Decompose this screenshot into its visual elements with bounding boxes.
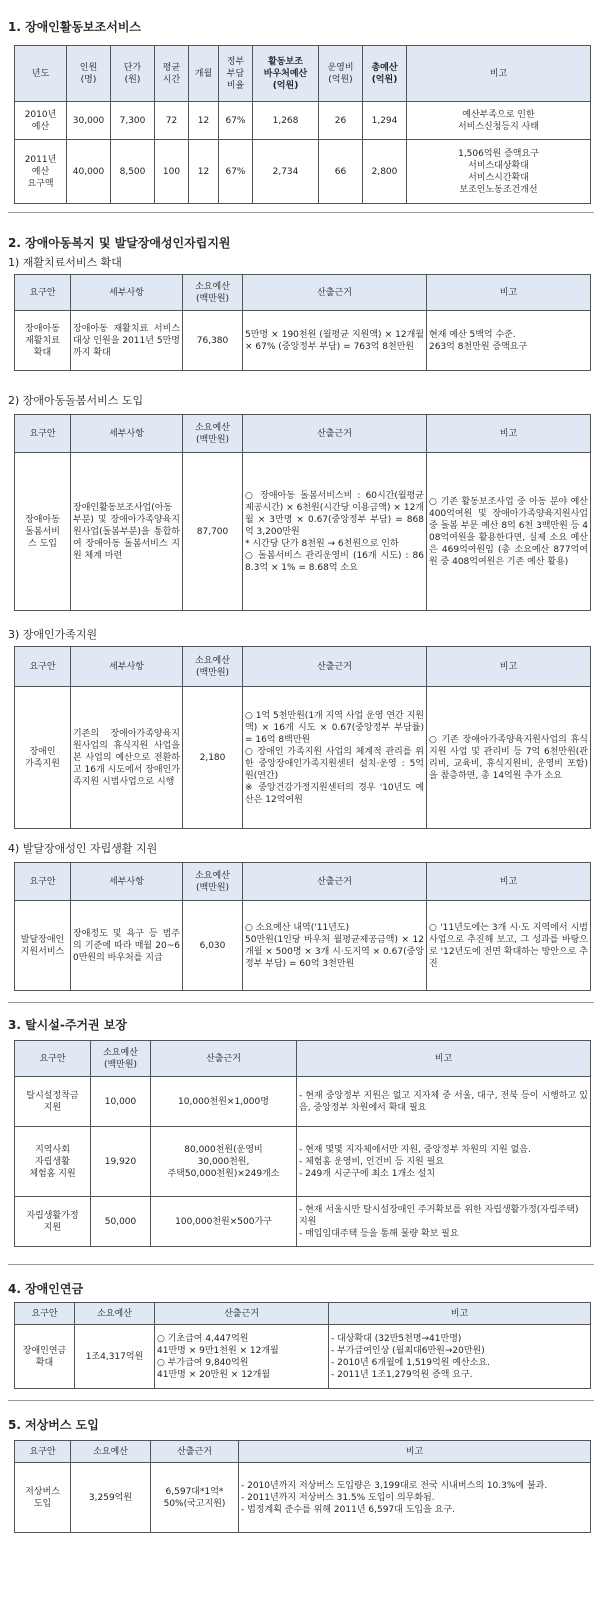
table-cell: ○ 기초급여 4,447억원 41만명 × 9만1천원 × 12개월 ○ 부가급여 9,840억원 41만명 × 20만원 × 12개월	[155, 1325, 329, 1389]
table-cell: 67%	[219, 102, 253, 140]
table-header-row	[15, 275, 591, 311]
table-cell: 8,500	[111, 140, 155, 204]
table-cell: ○ 소요예산 내역('11년도) 50만원(1인당 바우처 월평균제공금액) × 12개월 × 500명 × 3개 시·도지역 × 0.67(중앙정부 부담) = 60억 3천만원	[243, 901, 427, 991]
table-header-row	[15, 1303, 591, 1325]
table-row	[15, 901, 591, 991]
table-cell: 2,800	[363, 140, 407, 204]
table-cell: ○ 기존 활동보조사업 중 아동 분야 예산 400억여원 및 장애아가족양육지원사업 중 돌봄 부문 예산 8억 6천 3백만원 등 408억여원을 활용한다면, 실제 소요 예산은 469억여원임 (총 소요예산 877억여원 중 408억여원은 기존 예산 활용)	[427, 453, 591, 611]
table-cell: 2010년 예산	[15, 102, 67, 140]
header-cell: 총예산 (억원)	[363, 46, 407, 102]
header-cell: 소요예산 (백만원)	[183, 647, 243, 687]
table-row	[15, 1077, 591, 1127]
section-3-title: 3. 탈시설-주거권 보장	[8, 1018, 127, 1032]
table-row	[15, 102, 591, 140]
header-cell: 세부사항	[71, 863, 183, 901]
header-cell: 활동보조 바우처예산 (억원)	[253, 46, 319, 102]
header-cell: 산출근거	[243, 415, 427, 453]
table-cell: 6,597대*1억* 50%(국고지원)	[151, 1463, 239, 1533]
section-5-title: 5. 저상버스 도입	[8, 1418, 99, 1432]
header-cell: 산출근거	[243, 275, 427, 311]
table-cell: 100	[155, 140, 189, 204]
header-cell: 비고	[239, 1441, 591, 1463]
subsection-title: 2) 장애아동돌봄서비스 도입	[8, 394, 144, 407]
table-row	[15, 1463, 591, 1533]
low-floor-bus-table	[14, 1440, 591, 1533]
table-cell: 장애아동 재활치료 서비스 대상 인원을 2011년 5만명까지 확대	[71, 311, 183, 371]
header-cell: 산출근거	[151, 1041, 297, 1077]
developmental-adult-table	[14, 862, 591, 991]
header-cell: 소요예산 (백만원)	[183, 275, 243, 311]
header-cell: 비고	[427, 415, 591, 453]
header-cell: 비고	[329, 1303, 591, 1325]
table-row	[15, 311, 591, 371]
table-cell: 80,000천원(운영비 30,000천원, 주택50,000천원)×249개소	[151, 1127, 297, 1197]
header-cell: 세부사항	[71, 415, 183, 453]
table-cell: 1,268	[253, 102, 319, 140]
table-cell: 10,000	[91, 1077, 151, 1127]
table-cell: 67%	[219, 140, 253, 204]
table-cell: 76,380	[183, 311, 243, 371]
disability-pension-table	[14, 1302, 591, 1389]
table-row	[15, 687, 591, 829]
table-cell: 7,300	[111, 102, 155, 140]
table-cell: 장애아동 돌봄서비 스 도입	[15, 453, 71, 611]
section-divider	[8, 1002, 594, 1003]
header-cell: 운영비 (억원)	[319, 46, 363, 102]
table-cell: 장애인연금 확대	[15, 1325, 75, 1389]
header-cell: 인원 (명)	[67, 46, 111, 102]
table-header-row	[15, 1441, 591, 1463]
rehab-therapy-table	[14, 274, 591, 371]
table-cell: 1,294	[363, 102, 407, 140]
table-cell: - 현재 몇몇 지자체에서만 지원, 중앙정부 차원의 지원 없음. - 체험홈 운영비, 인건비 등 지원 필요 - 249개 시군구에 최소 1개소 설치	[297, 1127, 591, 1197]
deinstitution-table	[14, 1040, 591, 1247]
table-cell: - 대상확대 (32만5천명→41만명) - 부가급여인상 (월최대6만원→20만원) - 2010년 6개월에 1,519억원 예산소요. - 2011년 1조1,279억원 증액 요구.	[329, 1325, 591, 1389]
header-cell: 소요예산	[75, 1303, 155, 1325]
family-support-table	[14, 646, 591, 829]
child-care-table	[14, 414, 591, 611]
section-divider	[8, 1400, 594, 1401]
table-cell: 2,734	[253, 140, 319, 204]
table-cell: ○ 기존 장애아가족양육지원사업의 휴식지원 사업 및 관리비 등 7억 6천만원(관리비, 교육비, 휴식지원비, 운영비 포함)을 참층하면, 총 14억원 추가 소요	[427, 687, 591, 829]
header-cell: 산출근거	[243, 863, 427, 901]
table-cell: - 현재 서울시만 탈시설장애인 주거확보를 위한 자립생활가정(자립주택) 지원 - 매입임대주택 등을 통해 물량 확보 필요	[297, 1197, 591, 1247]
header-cell: 비고	[427, 275, 591, 311]
header-cell: 비고	[427, 863, 591, 901]
table-header-row	[15, 863, 591, 901]
header-cell: 산출근거	[243, 647, 427, 687]
table-header-row	[15, 647, 591, 687]
table-cell: ○ 장애아동 돌봄서비스비 : 60시간(월평균 제공시간) × 6천원(시간당 이용금액) × 12개월 × 3만명 × 0.67(중앙정부 부담) = 868억 3,200만원 * 시간당 단가 8천원 → 6천원으로 인하 ○ 돌봄서비스 관리운영비 (16개 시도) : 868.3억 × 1% = 8.68억 소요	[243, 453, 427, 611]
table-row	[15, 453, 591, 611]
header-cell: 평균 시간	[155, 46, 189, 102]
header-cell: 세부사항	[71, 275, 183, 311]
header-cell: 비고	[297, 1041, 591, 1077]
header-cell: 소요예산 (백만원)	[183, 415, 243, 453]
header-cell: 개월	[189, 46, 219, 102]
table-cell: 26	[319, 102, 363, 140]
header-cell: 요구안	[15, 1303, 75, 1325]
table-cell: - 현재 중앙정부 지원은 없고 지자체 중 서울, 대구, 전북 등이 시행하고 있음, 중앙정부 차원에서 확대 필요	[297, 1077, 591, 1127]
table-cell: 발달장애인 지원서비스	[15, 901, 71, 991]
header-cell: 산출근거	[151, 1441, 239, 1463]
table-header-row	[15, 415, 591, 453]
table-cell: 100,000천원×500가구	[151, 1197, 297, 1247]
table-cell: 5만명 × 190천원 (월평균 지원액) × 12개월 × 67% (중앙정부 부담) = 763억 8천만원	[243, 311, 427, 371]
table-cell: 장애인활동보조사업(아동부분) 및 장애아가족양육지원사업(돌봄부분)을 통합하여 장애아동 돌봄서비스 지원 체계 마련	[71, 453, 183, 611]
table-cell: 예산부족으로 인한 서비스신청등지 사태	[407, 102, 591, 140]
table-row	[15, 140, 591, 204]
header-cell: 소요예산 (백만원)	[91, 1041, 151, 1077]
subsection-title: 4) 발달장애성인 자립생활 지원	[8, 842, 158, 855]
table-row	[15, 1127, 591, 1197]
table-cell: 현재 예산 5백억 수준. 263억 8천만원 증액요구	[427, 311, 591, 371]
subsection-title: 3) 장애인가족지원	[8, 628, 98, 641]
table-cell: 66	[319, 140, 363, 204]
table-cell: 50,000	[91, 1197, 151, 1247]
table-cell: 19,920	[91, 1127, 151, 1197]
table-cell: 2011년 예산 요구액	[15, 140, 67, 204]
section-4-title: 4. 장애인연금	[8, 1282, 84, 1296]
header-cell: 세부사항	[71, 647, 183, 687]
table-cell: 10,000천원×1,000명	[151, 1077, 297, 1127]
header-cell: 요구안	[15, 1441, 71, 1463]
subsection-title: 1) 재활치료서비스 확대	[8, 256, 122, 269]
header-cell: 소요예산	[71, 1441, 151, 1463]
header-cell: 요구안	[15, 1041, 91, 1077]
header-cell: 산출근거	[155, 1303, 329, 1325]
header-cell: 비고	[407, 46, 591, 102]
header-cell: 단가 (원)	[111, 46, 155, 102]
header-cell: 비고	[427, 647, 591, 687]
header-cell: 요구안	[15, 275, 71, 311]
header-cell: 요구안	[15, 647, 71, 687]
table-header-row	[15, 46, 591, 102]
table-cell: 12	[189, 102, 219, 140]
table-row	[15, 1325, 591, 1389]
table-cell: 장애아동 재활치료 확대	[15, 311, 71, 371]
section-1-title: 1. 장애인활동보조서비스	[8, 20, 142, 34]
table-cell: - 2010년까지 저상버스 도입량은 3,199대로 전국 시내버스의 10.3%에 불과. - 2011년까지 저상버스 31.5% 도입이 의무화됨. - 법정계획 준수를 위해 2011년 6,597대 도입을 요구.	[239, 1463, 591, 1533]
header-cell: 요구안	[15, 415, 71, 453]
table-cell: 지역사회 자립생활 체험홈 지원	[15, 1127, 91, 1197]
table-cell: 40,000	[67, 140, 111, 204]
table-cell: 기존의 장애아가족양육지원사업의 휴식지원 사업을 본 사업의 예산으로 전환하고 16개 시도에서 장애인가족지원 시범사업으로 시행	[71, 687, 183, 829]
table-cell: ○ 1억 5천만원(1개 지역 사업 운영 연간 지원액) × 16개 시도 × 0.67(중앙정부 부담률) = 16억 8백만원 ○ 장애인 가족지원 사업의 체계적 관리를 위한 중앙장애인가족지원센터 설치·운영 : 5억원(연간) ※ 중앙건강가정지원센터의 경우 '10년도 예산은 12억여원	[243, 687, 427, 829]
table-cell: 3,259억원	[71, 1463, 151, 1533]
table-cell: ○ '11년도에는 3개 시·도 지역에서 시범사업으로 추진해 보고, 그 성과를 바탕으로 '12년도에 전면 확대하는 방안으로 추진	[427, 901, 591, 991]
table-cell: 장애정도 및 욕구 등 범주의 기준에 따라 매월 20~60만원의 바우처를 지급	[71, 901, 183, 991]
table-cell: 장애인 가족지원	[15, 687, 71, 829]
section-divider	[8, 1264, 594, 1265]
header-cell: 소요예산 (백만원)	[183, 863, 243, 901]
table-cell: 저상버스 도입	[15, 1463, 71, 1533]
table-cell: 6,030	[183, 901, 243, 991]
table-cell: 자립생활가정 지원	[15, 1197, 91, 1247]
table-cell: 12	[189, 140, 219, 204]
table-header-row	[15, 1041, 591, 1077]
table-row	[15, 1197, 591, 1247]
header-cell: 요구안	[15, 863, 71, 901]
header-cell: 정부 부담 비율	[219, 46, 253, 102]
header-cell: 년도	[15, 46, 67, 102]
table-cell: 1조4,317억원	[75, 1325, 155, 1389]
section-divider	[8, 212, 594, 213]
table-cell: 2,180	[183, 687, 243, 829]
table-cell: 탈시설정착금 지원	[15, 1077, 91, 1127]
section-2-title: 2. 장애아동복지 및 발달장애성인자립지원	[8, 236, 231, 250]
table-cell: 87,700	[183, 453, 243, 611]
table-cell: 30,000	[67, 102, 111, 140]
activity-support-table	[14, 45, 591, 204]
table-cell: 1,506억원 증액요구 서비스대상확대 서비스시간확대 보조인노동조건개선	[407, 140, 591, 204]
table-cell: 72	[155, 102, 189, 140]
